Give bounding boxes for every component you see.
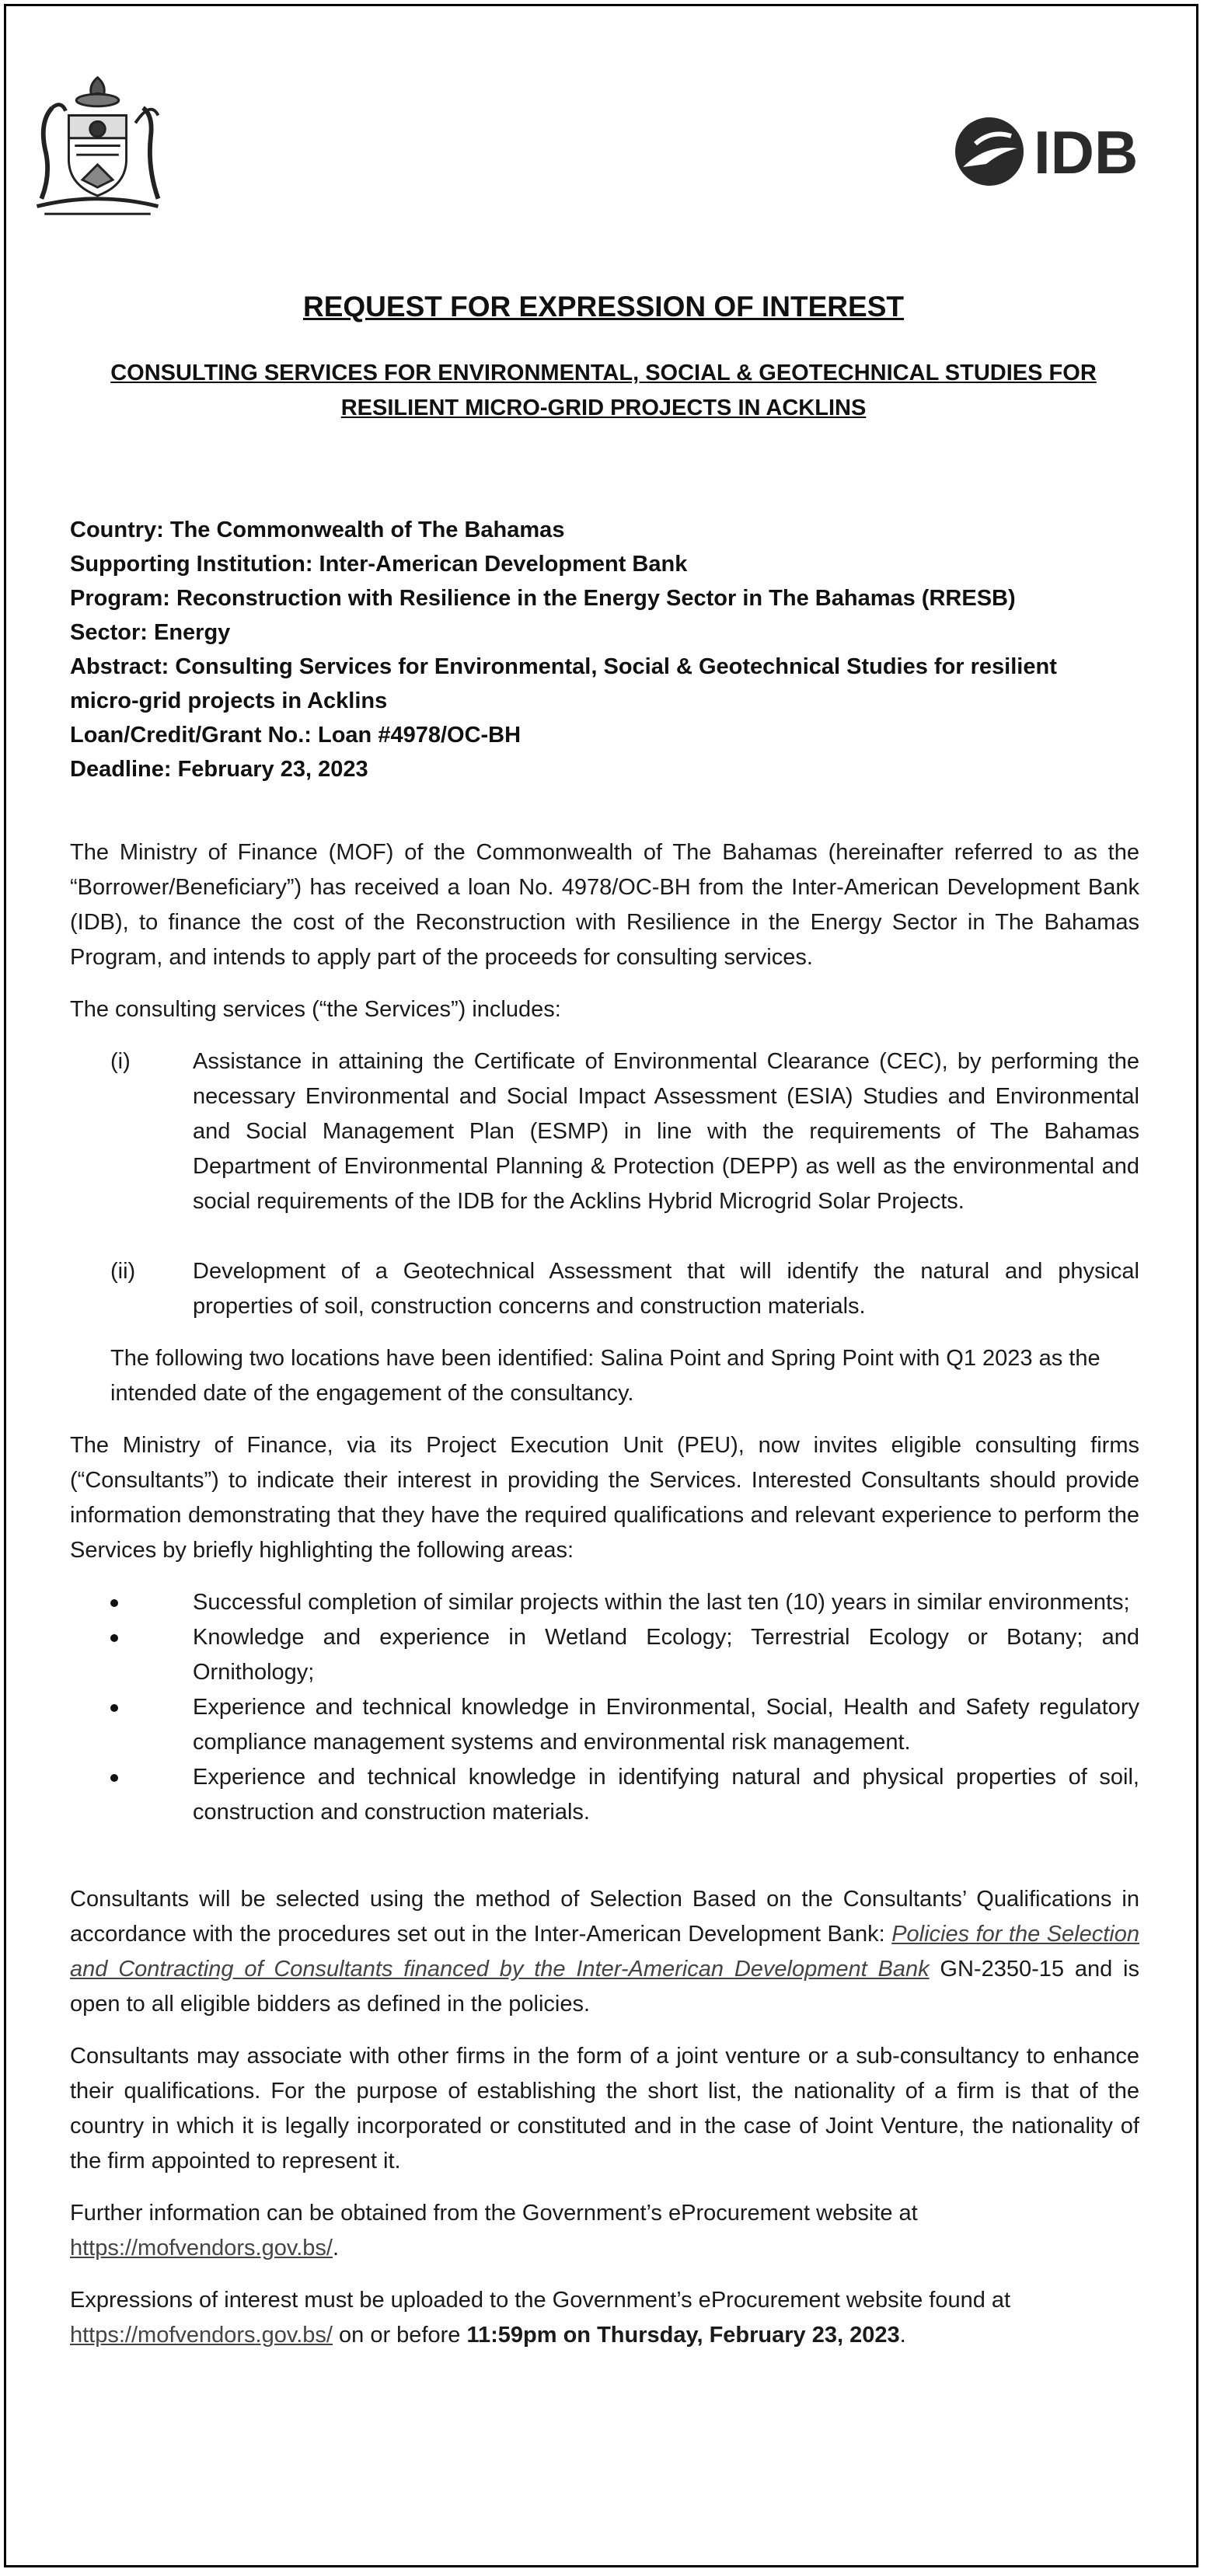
list-item: Experience and technical knowledge in Environmental, Social, Health and Safety regulatory compliance management systems and environmental risk management. [110,1690,1139,1760]
eprocurement-upload-link[interactable]: https://mofvendors.gov.bs/ [70,2323,333,2348]
areas-list [110,1585,1139,1830]
submission-deadline: 11:59pm on Thursday, February 23, 2023 [466,2323,900,2348]
locations-paragraph: The following two locations have been identified: Salina Point and Spring Point with Q1 2023 as the intended date of the engagement of the consultancy. [110,1346,1101,1406]
bullet-icon [110,1634,118,1642]
list-item-text: Assistance in attaining the Certificate of Environmental Clearance (CEC), by performing the necessary Environmental and Social Impact Assessment (ESIA) Studies and Environmental and Social Management Plan (ESMP) in line with the requirements of The Bahamas Department of Environmental Planning & Protection (DEPP) as well as the environmental and social requirements of the IDB for the Acklins Hybrid Microgrid Solar Projects. [193,1049,1139,1214]
body-section [70,835,1139,2353]
page-title: REQUEST FOR EXPRESSION OF INTEREST [303,291,904,322]
list-item-number: (i) [110,1049,131,1074]
meta-abstract: Abstract: Consulting Services for Environmental, Social & Geotechnical Studies for resilient micro-grid projects in Acklins [70,654,1057,713]
association-paragraph: Consultants may associate with other firms in the form of a joint venture or a sub-consultancy to enhance their qualifications. For the purpose of establishing the short list, the nationality of a firm is that of the country in which it is legally incorporated or constituted and in the case of Joint Venture, the nationality of the firm appointed to represent it. [70,2044,1139,2173]
meta-deadline: Deadline: February 23, 2023 [70,757,368,782]
services-intro: The consulting services (“the Services”) includes: [70,997,561,1022]
eprocurement-link[interactable]: https://mofvendors.gov.bs/ [70,2236,333,2261]
meta-country: Country: The Commonwealth of The Bahamas [70,518,565,542]
list-item: Knowledge and experience in Wetland Ecology; Terrestrial Ecology or Botany; and Ornithology; [110,1620,1139,1690]
list-item: Experience and technical knowledge in identifying natural and physical properties of soil, construction and construction materials. [110,1760,1139,1830]
meta-supporting-institution: Supporting Institution: Inter-American Development Bank [70,552,688,577]
list-item: Successful completion of similar projects within the last ten (10) years in similar environments; [110,1585,1139,1620]
meta-sector: Sector: Energy [70,620,231,645]
bullet-icon [110,1704,118,1712]
idb-logo-text: IDB [1034,118,1139,186]
list-item-number: (ii) [110,1259,136,1284]
meta-program: Program: Reconstruction with Resilience in the Energy Sector in The Bahamas (RRESB) [70,586,1016,611]
further-info-paragraph: Further information can be obtained from the Government’s eProcurement website at https://mofvendors.gov.bs/. [70,2201,918,2261]
services-list [110,1044,1139,1324]
project-metadata [70,513,1142,786]
policies-link[interactable]: Policies for the Selection and Contracting of Consultants financed by the Inter-American Development Bank [70,1922,1140,1982]
subtitle-line-2: RESILIENT MICRO-GRID PROJECTS IN ACKLINS [340,396,867,420]
intro-paragraph: The Ministry of Finance (MOF) of the Commonwealth of The Bahamas (hereinafter referred to as the “Borrower/Beneficiary”) has received a loan No. 4978/OC-BH from the Inter-American Development Bank (IDB), to finance the cost of the Reconstruction with Resilience in the Energy Sector in The Bahamas Program, and intends to apply part of the proceeds for consulting services. [70,840,1139,970]
bullet-icon [110,1599,118,1607]
list-item [110,1044,1139,1219]
submission-paragraph: Expressions of interest must be uploaded to the Government’s eProcurement website found at https://mofvendors.gov.bs/ on or before 11:59pm on Thursday, February 23, 2023. [70,2288,1011,2348]
page-subtitle [0,356,1207,426]
selection-paragraph: Consultants will be selected using the method of Selection Based on the Consultants’ Qualifications in accordance with the procedures set out in the Inter-American Development Bank: Policies for the Selection and Contracting of Consultants financed by the Inter-American Development Bank GN-2350-15 and is open to all eligible bidders as defined in the policies. [70,1887,1140,2017]
list-item-text: Development of a Geotechnical Assessment that will identify the natural and physical properties of soil, construction concerns and construction materials. [193,1259,1139,1319]
meta-loan-number: Loan/Credit/Grant No.: Loan #4978/OC-BH [70,723,522,748]
invitation-paragraph: The Ministry of Finance, via its Project Execution Unit (PEU), now invites eligible consulting firms (“Consultants”) to indicate their interest in providing the Services. Interested Consultants should provide information demonstrating that they have the required qualifications and relevant experience to perform the Services by briefly highlighting the following areas: [70,1433,1139,1563]
list-item [110,1254,1139,1324]
idb-logo [952,113,1170,190]
bullet-icon [110,1774,118,1782]
coat-of-arms-icon [22,70,173,221]
subtitle-line-1: CONSULTING SERVICES FOR ENVIRONMENTAL, SOCIAL & GEOTECHNICAL STUDIES FOR [110,361,1097,385]
